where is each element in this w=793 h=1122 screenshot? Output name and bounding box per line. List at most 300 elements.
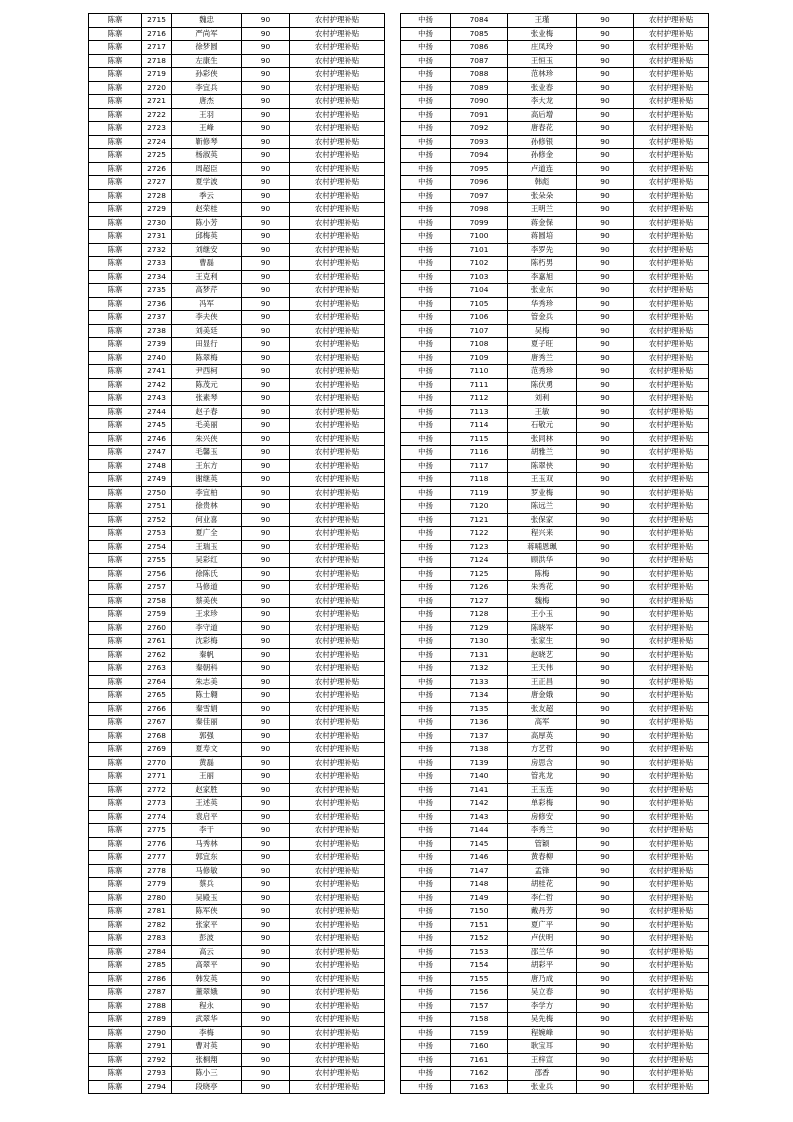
name-cell: 董翠娥: [172, 986, 242, 1000]
table-row: [401, 1067, 709, 1081]
serial-number-cell: 7120: [451, 500, 508, 514]
serial-number-cell: 7121: [451, 513, 508, 527]
name-cell: 袁启平: [172, 810, 242, 824]
serial-number-cell: 7088: [451, 68, 508, 82]
serial-number-cell: 7153: [451, 945, 508, 959]
amount-cell: 90: [242, 1026, 290, 1040]
subsidy-type-cell: 农村护理补贴: [634, 824, 709, 838]
village-cell: 陈寨: [89, 1067, 142, 1081]
serial-number-cell: 2748: [142, 459, 172, 473]
serial-number-cell: 2777: [142, 851, 172, 865]
amount-cell: 90: [577, 675, 634, 689]
serial-number-cell: 7138: [451, 743, 508, 757]
amount-cell: 90: [242, 932, 290, 946]
table-row: [401, 473, 709, 487]
village-cell: 中扬: [401, 95, 451, 109]
amount-cell: 90: [577, 189, 634, 203]
name-cell: 唐春花: [508, 122, 577, 136]
name-cell: 夏广平: [508, 918, 577, 932]
table-row: [89, 837, 385, 851]
subsidy-type-cell: 农村护理补贴: [290, 608, 385, 622]
name-cell: 戴丹芳: [508, 905, 577, 919]
serial-number-cell: 7156: [451, 986, 508, 1000]
amount-cell: 90: [242, 743, 290, 757]
village-cell: 陈寨: [89, 905, 142, 919]
name-cell: 房修安: [508, 810, 577, 824]
serial-number-cell: 7149: [451, 891, 508, 905]
table-row: [401, 68, 709, 82]
subsidy-type-cell: 农村护理补贴: [290, 1040, 385, 1054]
subsidy-type-cell: 农村护理补贴: [290, 459, 385, 473]
subsidy-type-cell: 农村护理补贴: [290, 446, 385, 460]
village-cell: 陈寨: [89, 419, 142, 433]
village-cell: 中扬: [401, 405, 451, 419]
amount-cell: 90: [242, 446, 290, 460]
table-row: [89, 824, 385, 838]
subsidy-type-cell: 农村护理补贴: [634, 621, 709, 635]
village-cell: 陈寨: [89, 392, 142, 406]
subsidy-type-cell: 农村护理补贴: [290, 905, 385, 919]
name-cell: 王小玉: [508, 608, 577, 622]
village-cell: 中扬: [401, 108, 451, 122]
subsidy-type-cell: 农村护理补贴: [634, 27, 709, 41]
village-cell: 陈寨: [89, 594, 142, 608]
serial-number-cell: 7143: [451, 810, 508, 824]
name-cell: 陈军侠: [172, 905, 242, 919]
village-cell: 中扬: [401, 567, 451, 581]
amount-cell: 90: [577, 351, 634, 365]
subsidy-type-cell: 农村护理补贴: [634, 540, 709, 554]
table-row: [89, 311, 385, 325]
amount-cell: 90: [242, 189, 290, 203]
name-cell: 张友超: [508, 702, 577, 716]
table-row: [401, 351, 709, 365]
subsidy-type-cell: 农村护理补贴: [634, 351, 709, 365]
table-row: [401, 864, 709, 878]
subsidy-type-cell: 农村护理补贴: [634, 567, 709, 581]
name-cell: 卢道连: [508, 162, 577, 176]
village-cell: 陈寨: [89, 581, 142, 595]
table-row: [89, 378, 385, 392]
subsidy-type-cell: 农村护理补贴: [634, 203, 709, 217]
table-row: [89, 527, 385, 541]
amount-cell: 90: [242, 959, 290, 973]
subsidy-type-cell: 农村护理补贴: [290, 513, 385, 527]
serial-number-cell: 7095: [451, 162, 508, 176]
serial-number-cell: 2753: [142, 527, 172, 541]
amount-cell: 90: [577, 608, 634, 622]
serial-number-cell: 7147: [451, 864, 508, 878]
name-cell: 尹西柯: [172, 365, 242, 379]
subsidy-type-cell: 农村护理补贴: [634, 810, 709, 824]
village-cell: 中扬: [401, 959, 451, 973]
table-row: [401, 338, 709, 352]
name-cell: 徐陈氏: [172, 567, 242, 581]
village-cell: 陈寨: [89, 216, 142, 230]
serial-number-cell: 2728: [142, 189, 172, 203]
village-cell: 陈寨: [89, 1080, 142, 1094]
village-cell: 陈寨: [89, 972, 142, 986]
village-cell: 中扬: [401, 284, 451, 298]
name-cell: 周超臣: [172, 162, 242, 176]
amount-cell: 90: [242, 851, 290, 865]
amount-cell: 90: [577, 284, 634, 298]
serial-number-cell: 2762: [142, 648, 172, 662]
table-row: [89, 770, 385, 784]
subsidy-type-cell: 农村护理补贴: [634, 972, 709, 986]
serial-number-cell: 2783: [142, 932, 172, 946]
subsidy-type-cell: 农村护理补贴: [290, 311, 385, 325]
village-cell: 陈寨: [89, 311, 142, 325]
amount-cell: 90: [577, 162, 634, 176]
name-cell: 蒋金保: [508, 216, 577, 230]
name-cell: 胡桂花: [508, 878, 577, 892]
table-row: [89, 756, 385, 770]
table-row: [401, 122, 709, 136]
table-row: [89, 189, 385, 203]
table-row: [401, 635, 709, 649]
village-cell: 中扬: [401, 1013, 451, 1027]
serial-number-cell: 2779: [142, 878, 172, 892]
subsidy-type-cell: 农村护理补贴: [634, 837, 709, 851]
village-cell: 中扬: [401, 351, 451, 365]
name-cell: 唐乃成: [508, 972, 577, 986]
table-row: [401, 621, 709, 635]
subsidy-type-cell: 农村护理补贴: [290, 1067, 385, 1081]
village-cell: 陈寨: [89, 270, 142, 284]
amount-cell: 90: [242, 540, 290, 554]
village-cell: 中扬: [401, 554, 451, 568]
name-cell: 左康生: [172, 54, 242, 68]
village-cell: 陈寨: [89, 540, 142, 554]
name-cell: 张素琴: [172, 392, 242, 406]
serial-number-cell: 7163: [451, 1080, 508, 1094]
table-row: [401, 41, 709, 55]
amount-cell: 90: [242, 338, 290, 352]
table-row: [401, 905, 709, 919]
village-cell: 陈寨: [89, 1053, 142, 1067]
village-cell: 陈寨: [89, 473, 142, 487]
name-cell: 陈翠侠: [508, 459, 577, 473]
subsidy-type-cell: 农村护理补贴: [634, 419, 709, 433]
subsidy-type-cell: 农村护理补贴: [290, 1053, 385, 1067]
village-cell: 中扬: [401, 1040, 451, 1054]
name-cell: 孙修金: [508, 149, 577, 163]
table-row: [401, 540, 709, 554]
name-cell: 范秀珍: [508, 365, 577, 379]
serial-number-cell: 2742: [142, 378, 172, 392]
subsidy-type-cell: 农村护理补贴: [290, 54, 385, 68]
subsidy-type-cell: 农村护理补贴: [634, 648, 709, 662]
name-cell: 庄凤玲: [508, 41, 577, 55]
village-cell: 陈寨: [89, 513, 142, 527]
name-cell: 王羽: [172, 108, 242, 122]
amount-cell: 90: [242, 581, 290, 595]
table-row: [401, 243, 709, 257]
village-cell: 陈寨: [89, 1040, 142, 1054]
serial-number-cell: 7128: [451, 608, 508, 622]
subsidy-type-cell: 农村护理补贴: [634, 594, 709, 608]
name-cell: 李罗先: [508, 243, 577, 257]
table-row: [401, 230, 709, 244]
subsidy-type-cell: 农村护理补贴: [634, 108, 709, 122]
name-cell: 石敬元: [508, 419, 577, 433]
table-row: [89, 297, 385, 311]
serial-number-cell: 2756: [142, 567, 172, 581]
subsidy-type-cell: 农村护理补贴: [290, 243, 385, 257]
name-cell: 吴梅: [508, 324, 577, 338]
village-cell: 中扬: [401, 878, 451, 892]
name-cell: 陈远兰: [508, 500, 577, 514]
name-cell: 王峰: [172, 122, 242, 136]
village-cell: 中扬: [401, 1053, 451, 1067]
name-cell: 陈翠梅: [172, 351, 242, 365]
serial-number-cell: 7134: [451, 689, 508, 703]
subsidy-type-cell: 农村护理补贴: [290, 108, 385, 122]
amount-cell: 90: [242, 1040, 290, 1054]
serial-number-cell: 7117: [451, 459, 508, 473]
serial-number-cell: 2775: [142, 824, 172, 838]
name-cell: 郭强: [172, 729, 242, 743]
amount-cell: 90: [577, 662, 634, 676]
amount-cell: 90: [242, 554, 290, 568]
table-row: [89, 135, 385, 149]
village-cell: 中扬: [401, 810, 451, 824]
amount-cell: 90: [577, 770, 634, 784]
table-row: [401, 716, 709, 730]
serial-number-cell: 2724: [142, 135, 172, 149]
name-cell: 张朵朵: [508, 189, 577, 203]
subsidy-type-cell: 农村护理补贴: [290, 797, 385, 811]
subsidy-type-cell: 农村护理补贴: [290, 986, 385, 1000]
name-cell: 沈彩梅: [172, 635, 242, 649]
serial-number-cell: 7155: [451, 972, 508, 986]
village-cell: 中扬: [401, 864, 451, 878]
amount-cell: 90: [242, 797, 290, 811]
serial-number-cell: 7123: [451, 540, 508, 554]
table-row: [89, 1053, 385, 1067]
subsidy-type-cell: 农村护理补贴: [634, 675, 709, 689]
serial-number-cell: 2720: [142, 81, 172, 95]
village-cell: 中扬: [401, 675, 451, 689]
table-row: [401, 149, 709, 163]
village-cell: 中扬: [401, 513, 451, 527]
amount-cell: 90: [577, 27, 634, 41]
amount-cell: 90: [242, 1067, 290, 1081]
name-cell: 张业梅: [508, 27, 577, 41]
name-cell: 陈伏勇: [508, 378, 577, 392]
village-cell: 中扬: [401, 270, 451, 284]
subsidy-type-cell: 农村护理补贴: [634, 446, 709, 460]
amount-cell: 90: [577, 999, 634, 1013]
village-cell: 陈寨: [89, 837, 142, 851]
serial-number-cell: 7111: [451, 378, 508, 392]
table-row: [89, 446, 385, 460]
table-row: [89, 54, 385, 68]
village-cell: 陈寨: [89, 405, 142, 419]
amount-cell: 90: [577, 500, 634, 514]
amount-cell: 90: [242, 635, 290, 649]
village-cell: 中扬: [401, 743, 451, 757]
table-row: [89, 284, 385, 298]
serial-number-cell: 7148: [451, 878, 508, 892]
village-cell: 陈寨: [89, 243, 142, 257]
serial-number-cell: 2733: [142, 257, 172, 271]
name-cell: 张同林: [508, 432, 577, 446]
subsidy-type-cell: 农村护理补贴: [634, 392, 709, 406]
village-cell: 陈寨: [89, 999, 142, 1013]
village-cell: 陈寨: [89, 203, 142, 217]
table-row: [401, 311, 709, 325]
village-cell: 陈寨: [89, 95, 142, 109]
serial-number-cell: 2727: [142, 176, 172, 190]
amount-cell: 90: [577, 257, 634, 271]
name-cell: 刘利: [508, 392, 577, 406]
table-row: [89, 878, 385, 892]
village-cell: 陈寨: [89, 500, 142, 514]
subsidy-type-cell: 农村护理补贴: [290, 230, 385, 244]
name-cell: 管兆龙: [508, 770, 577, 784]
subsidy-type-cell: 农村护理补贴: [634, 783, 709, 797]
name-cell: 李梅: [172, 1026, 242, 1040]
amount-cell: 90: [242, 473, 290, 487]
subsidy-type-cell: 农村护理补贴: [634, 365, 709, 379]
table-row: [89, 851, 385, 865]
serial-number-cell: 2745: [142, 419, 172, 433]
serial-number-cell: 2747: [142, 446, 172, 460]
name-cell: 张保家: [508, 513, 577, 527]
name-cell: 赵子春: [172, 405, 242, 419]
subsidy-type-cell: 农村护理补贴: [634, 257, 709, 271]
serial-number-cell: 7094: [451, 149, 508, 163]
name-cell: 李守道: [172, 621, 242, 635]
subsidy-type-cell: 农村护理补贴: [634, 1080, 709, 1094]
name-cell: 魏梅: [508, 594, 577, 608]
name-cell: 刘继安: [172, 243, 242, 257]
village-cell: 陈寨: [89, 932, 142, 946]
amount-cell: 90: [577, 392, 634, 406]
subsidy-type-cell: 农村护理补贴: [290, 419, 385, 433]
name-cell: 王瑞玉: [172, 540, 242, 554]
village-cell: 中扬: [401, 392, 451, 406]
village-cell: 中扬: [401, 689, 451, 703]
subsidy-type-cell: 农村护理补贴: [290, 432, 385, 446]
table-row: [401, 284, 709, 298]
serial-number-cell: 2765: [142, 689, 172, 703]
table-row: [89, 257, 385, 271]
amount-cell: 90: [577, 716, 634, 730]
village-cell: 中扬: [401, 702, 451, 716]
table-row: [401, 851, 709, 865]
serial-number-cell: 2738: [142, 324, 172, 338]
serial-number-cell: 2734: [142, 270, 172, 284]
table-row: [401, 176, 709, 190]
subsidy-type-cell: 农村护理补贴: [634, 176, 709, 190]
name-cell: 何业喜: [172, 513, 242, 527]
table-row: [89, 648, 385, 662]
amount-cell: 90: [577, 176, 634, 190]
serial-number-cell: 2736: [142, 297, 172, 311]
name-cell: 邱梅英: [172, 230, 242, 244]
village-cell: 中扬: [401, 14, 451, 28]
name-cell: 王玉连: [508, 783, 577, 797]
name-cell: 夏广全: [172, 527, 242, 541]
serial-number-cell: 2721: [142, 95, 172, 109]
amount-cell: 90: [242, 135, 290, 149]
serial-number-cell: 7089: [451, 81, 508, 95]
village-cell: 中扬: [401, 54, 451, 68]
subsidy-type-cell: 农村护理补贴: [290, 770, 385, 784]
serial-number-cell: 2792: [142, 1053, 172, 1067]
table-row: [89, 675, 385, 689]
table-row: [89, 27, 385, 41]
serial-number-cell: 2740: [142, 351, 172, 365]
table-row: [89, 810, 385, 824]
amount-cell: 90: [242, 513, 290, 527]
amount-cell: 90: [242, 432, 290, 446]
serial-number-cell: 7105: [451, 297, 508, 311]
name-cell: 冯军: [172, 297, 242, 311]
village-cell: 陈寨: [89, 1013, 142, 1027]
village-cell: 陈寨: [89, 378, 142, 392]
amount-cell: 90: [577, 108, 634, 122]
table-row: [401, 27, 709, 41]
name-cell: 武翠华: [172, 1013, 242, 1027]
village-cell: 陈寨: [89, 662, 142, 676]
amount-cell: 90: [242, 527, 290, 541]
amount-cell: 90: [242, 54, 290, 68]
amount-cell: 90: [242, 324, 290, 338]
serial-number-cell: 2774: [142, 810, 172, 824]
table-row: [89, 149, 385, 163]
serial-number-cell: 2735: [142, 284, 172, 298]
serial-number-cell: 7112: [451, 392, 508, 406]
table-row: [401, 837, 709, 851]
table-row: [401, 419, 709, 433]
subsidy-type-cell: 农村护理补贴: [290, 864, 385, 878]
subsidy-type-cell: 农村护理补贴: [290, 743, 385, 757]
subsidy-type-cell: 农村护理补贴: [290, 837, 385, 851]
subsidy-type-cell: 农村护理补贴: [634, 243, 709, 257]
serial-number-cell: 2767: [142, 716, 172, 730]
table-row: [401, 270, 709, 284]
serial-number-cell: 2737: [142, 311, 172, 325]
serial-number-cell: 7108: [451, 338, 508, 352]
name-cell: 秦帆: [172, 648, 242, 662]
subsidy-type-cell: 农村护理补贴: [290, 392, 385, 406]
table-row: [401, 513, 709, 527]
village-cell: 陈寨: [89, 621, 142, 635]
village-cell: 中扬: [401, 824, 451, 838]
village-cell: 中扬: [401, 1067, 451, 1081]
name-cell: 吴先梅: [508, 1013, 577, 1027]
village-cell: 中扬: [401, 338, 451, 352]
amount-cell: 90: [577, 1026, 634, 1040]
serial-number-cell: 2793: [142, 1067, 172, 1081]
amount-cell: 90: [577, 986, 634, 1000]
subsidy-type-cell: 农村护理补贴: [634, 1067, 709, 1081]
village-cell: 中扬: [401, 635, 451, 649]
serial-number-cell: 2723: [142, 122, 172, 136]
name-cell: 田显行: [172, 338, 242, 352]
amount-cell: 90: [242, 392, 290, 406]
serial-number-cell: 7157: [451, 999, 508, 1013]
name-cell: 高后增: [508, 108, 577, 122]
subsidy-type-cell: 农村护理补贴: [290, 14, 385, 28]
subsidy-type-cell: 农村护理补贴: [290, 203, 385, 217]
subsidy-type-cell: 农村护理补贴: [290, 1026, 385, 1040]
village-cell: 陈寨: [89, 486, 142, 500]
